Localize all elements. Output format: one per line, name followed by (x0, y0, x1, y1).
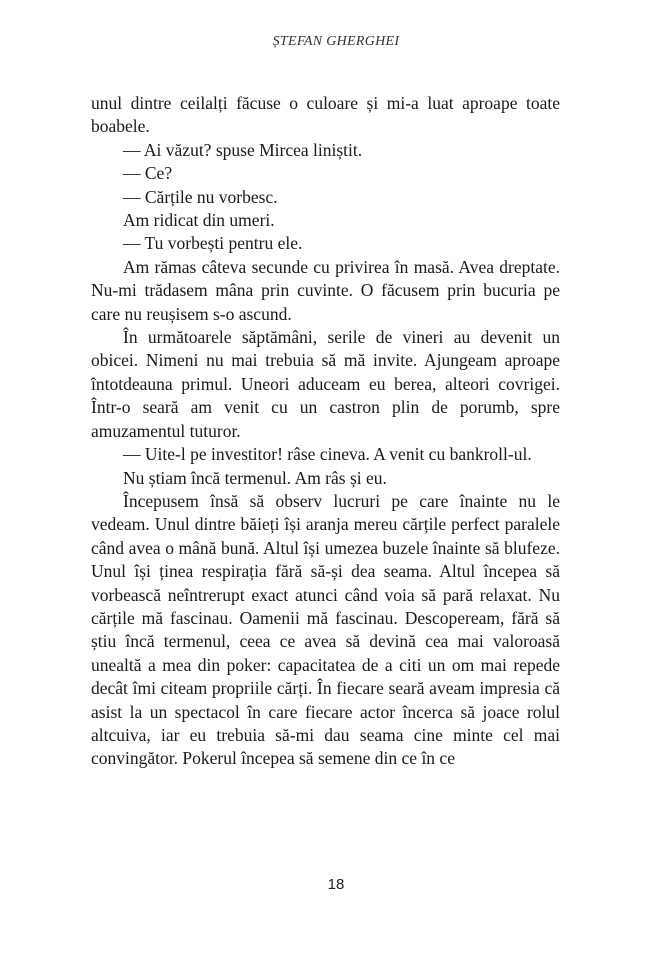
paragraph: În următoarele săptămâni, serile de vineri au devenit un obicei. Nimeni nu mai trebuia să mă invite. Ajungeam aproape întotdeauna primul. Uneori aduceam eu berea, alteori covrigei. Într-o seară am venit cu un castron plin de porumb, spre amuzamentul tuturor. (91, 327, 560, 441)
dialogue-line: — Ai văzut? spuse Mircea liniștit. (123, 139, 363, 160)
paragraph: Nu știam încă termenul. Am râs și eu. (123, 467, 387, 488)
dialogue-line: — Cărțile nu vorbesc. (123, 186, 278, 207)
paragraph: Am ridicat din umeri. (123, 210, 275, 231)
paragraph: Începusem însă să observ lucruri pe care înainte nu le vedeam. Unul dintre băieți își aranja mereu cărțile perfect paralele când avea o mână bună. Altul își umezea buzele înainte să blufeze. Unul își ținea respirația fără să-și dea seama. Altul începea să vorbească neîntrerupt exact atunci când voia să pară relaxat. Nu cărțile mă fascinau. Oamenii mă fascinau. Descopeream, fără să știu încă termenul, ceea ce avea să devină cea mai valoroasă unealtă a mea din poker: capacitatea de a citi un om mai repede decât îmi citeam propriile cărți. În fiecare seară aveam impresia că asist la un spectacol în care fiecare actor încerca să joace rolul altcuiva, iar eu trebuia să-mi dau seama cine minte cel mai convingător. Pokerul începea să semene din ce în ce (91, 490, 560, 769)
running-header-author: ȘTEFAN GHERGHEI (272, 34, 400, 49)
paragraph-continuation: unul dintre ceilalți făcuse o culoare și mi-a luat aproape toate boabele. (91, 93, 560, 137)
dialogue-line: — Tu vorbești pentru ele. (123, 233, 303, 254)
dialogue-line: — Uite-l pe investitor! râse cineva. A venit cu bankroll-ul. (123, 444, 532, 465)
dialogue-line: — Ce? (123, 163, 173, 184)
page-number: 18 (327, 876, 345, 893)
page-body-text (91, 92, 560, 771)
paragraph: Am rămas câteva secunde cu privirea în masă. Avea dreptate. Nu-mi trădasem mâna prin cuvinte. O făcusem prin bucuria pe care nu reușisem s-o ascund. (91, 256, 560, 324)
